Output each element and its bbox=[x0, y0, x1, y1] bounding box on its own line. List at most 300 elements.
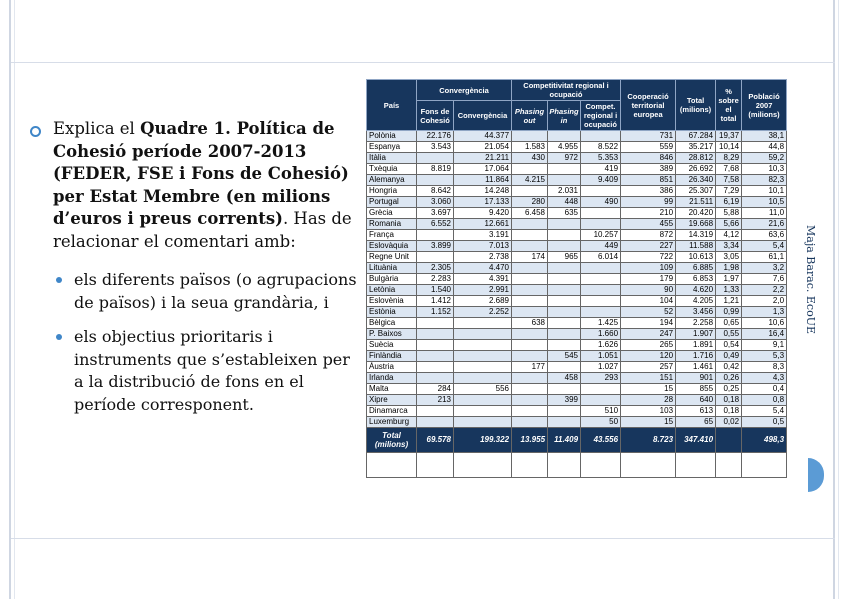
sub-bullet-list bbox=[30, 269, 360, 416]
value-cell: 872 bbox=[621, 230, 676, 241]
value-cell: 82,3 bbox=[742, 175, 787, 186]
value-cell: 0,99 bbox=[716, 307, 742, 318]
value-cell bbox=[581, 219, 621, 230]
value-cell: 731 bbox=[621, 131, 676, 142]
value-cell bbox=[512, 351, 548, 362]
value-cell: 10,6 bbox=[742, 318, 787, 329]
value-cell: 5,66 bbox=[716, 219, 742, 230]
table-row bbox=[367, 142, 787, 153]
country-cell: Àustria bbox=[367, 362, 417, 373]
value-cell: 265 bbox=[621, 340, 676, 351]
country-cell: Bulgària bbox=[367, 274, 417, 285]
value-cell: 38,1 bbox=[742, 131, 787, 142]
value-cell bbox=[548, 241, 581, 252]
value-cell bbox=[581, 285, 621, 296]
value-cell: 10,5 bbox=[742, 197, 787, 208]
value-cell: 5,3 bbox=[742, 351, 787, 362]
value-cell: 17.064 bbox=[454, 164, 512, 175]
country-cell: Hongria bbox=[367, 186, 417, 197]
country-cell: Eslovàquia bbox=[367, 241, 417, 252]
value-cell bbox=[512, 395, 548, 406]
value-cell: 194 bbox=[621, 318, 676, 329]
table-row bbox=[367, 318, 787, 329]
value-cell: 455 bbox=[621, 219, 676, 230]
value-cell bbox=[581, 395, 621, 406]
value-cell: 6,19 bbox=[716, 197, 742, 208]
value-cell: 3.191 bbox=[454, 230, 512, 241]
pct-row-label: % s/ total bbox=[367, 453, 417, 478]
frame-border-left-inner bbox=[14, 0, 15, 599]
value-cell bbox=[512, 186, 548, 197]
value-cell bbox=[512, 219, 548, 230]
value-cell: 11.864 bbox=[454, 175, 512, 186]
value-cell: 1,33 bbox=[716, 285, 742, 296]
value-cell: 6.853 bbox=[676, 274, 716, 285]
value-cell: 11,0 bbox=[742, 208, 787, 219]
value-cell: 419 bbox=[581, 164, 621, 175]
value-cell bbox=[454, 340, 512, 351]
value-cell: 3.697 bbox=[417, 208, 454, 219]
value-cell: 9.409 bbox=[581, 175, 621, 186]
country-cell: Espanya bbox=[367, 142, 417, 153]
sub-bullet-text: els objectius prioritaris i instruments que s’estableixen per a la distribució de fons en el període corresponent. bbox=[74, 327, 350, 414]
value-cell: 510 bbox=[581, 406, 621, 417]
value-cell bbox=[581, 186, 621, 197]
value-cell: 11.409 bbox=[548, 428, 581, 453]
value-cell bbox=[417, 406, 454, 417]
value-cell: 8,29 bbox=[716, 153, 742, 164]
value-cell: 722 bbox=[621, 252, 676, 263]
value-cell: 10,3 bbox=[742, 164, 787, 175]
table-row bbox=[367, 351, 787, 362]
value-cell: 3.899 bbox=[417, 241, 454, 252]
table-row bbox=[367, 274, 787, 285]
side-author-label: Maja Barac. EcoUE bbox=[804, 225, 817, 335]
frame-border-right bbox=[833, 0, 835, 599]
value-cell: 4.205 bbox=[676, 296, 716, 307]
value-cell: 28 bbox=[621, 395, 676, 406]
country-cell: Letònia bbox=[367, 285, 417, 296]
value-cell: 2,51 bbox=[621, 453, 676, 478]
value-cell: 50 bbox=[581, 417, 621, 428]
value-cell: 0,54 bbox=[716, 340, 742, 351]
value-cell: 280 bbox=[512, 197, 548, 208]
country-cell: Dinamarca bbox=[367, 406, 417, 417]
value-cell: 61,1 bbox=[742, 252, 787, 263]
value-cell: 14.319 bbox=[676, 230, 716, 241]
value-cell: 25.307 bbox=[676, 186, 716, 197]
value-cell: 69.578 bbox=[417, 428, 454, 453]
value-cell: 0,49 bbox=[716, 351, 742, 362]
value-cell bbox=[512, 164, 548, 175]
value-cell bbox=[512, 263, 548, 274]
value-cell bbox=[548, 307, 581, 318]
country-cell: Romania bbox=[367, 219, 417, 230]
value-cell: 17.133 bbox=[454, 197, 512, 208]
value-cell: 8.642 bbox=[417, 186, 454, 197]
value-cell bbox=[548, 329, 581, 340]
value-cell: 177 bbox=[512, 362, 548, 373]
value-cell: 5.353 bbox=[581, 153, 621, 164]
sub-bullet-item bbox=[56, 326, 360, 416]
value-cell bbox=[548, 230, 581, 241]
value-cell: 21.511 bbox=[676, 197, 716, 208]
table-row bbox=[367, 153, 787, 164]
value-cell bbox=[548, 318, 581, 329]
value-cell: 8.819 bbox=[417, 164, 454, 175]
value-cell: 16,4 bbox=[742, 329, 787, 340]
prompt-pre: Explica el bbox=[53, 119, 141, 138]
value-cell bbox=[548, 274, 581, 285]
value-cell: 52 bbox=[621, 307, 676, 318]
prompt-post: . Has de relacionar el comentari amb: bbox=[53, 209, 352, 251]
value-cell: 3,34 bbox=[716, 241, 742, 252]
header-competitivitat-group: Competitivitat regional i ocupació bbox=[512, 80, 621, 101]
value-cell: 3.543 bbox=[417, 142, 454, 153]
country-cell: Regne Unit bbox=[367, 252, 417, 263]
value-cell bbox=[512, 329, 548, 340]
value-cell: 227 bbox=[621, 241, 676, 252]
country-cell: Suècia bbox=[367, 340, 417, 351]
value-cell bbox=[742, 453, 787, 478]
value-cell: 100 bbox=[716, 453, 742, 478]
value-cell: 4.470 bbox=[454, 263, 512, 274]
country-cell: Eslovènia bbox=[367, 296, 417, 307]
value-cell: 448 bbox=[548, 197, 581, 208]
country-cell: Malta bbox=[367, 384, 417, 395]
value-cell: 458 bbox=[548, 373, 581, 384]
header-poblacio: Població 2007 (milions) bbox=[742, 80, 787, 131]
value-cell bbox=[548, 164, 581, 175]
dot-bullet-icon bbox=[56, 334, 62, 340]
value-cell: 15 bbox=[621, 417, 676, 428]
table-row bbox=[367, 395, 787, 406]
value-cell: 1.027 bbox=[581, 362, 621, 373]
header-compet-regional: Compet. regional i ocupació bbox=[581, 101, 621, 131]
value-cell: 638 bbox=[512, 318, 548, 329]
country-cell: França bbox=[367, 230, 417, 241]
country-cell: Portugal bbox=[367, 197, 417, 208]
value-cell: 4.391 bbox=[454, 274, 512, 285]
value-cell bbox=[548, 263, 581, 274]
value-cell bbox=[512, 131, 548, 142]
value-cell: 8.522 bbox=[581, 142, 621, 153]
value-cell: 5,88 bbox=[716, 208, 742, 219]
value-cell bbox=[512, 340, 548, 351]
bottom-rule bbox=[11, 538, 835, 539]
country-cell: Polònia bbox=[367, 131, 417, 142]
country-cell: Luxemburg bbox=[367, 417, 417, 428]
table-row bbox=[367, 362, 787, 373]
value-cell: 851 bbox=[621, 175, 676, 186]
value-cell: 6.458 bbox=[512, 208, 548, 219]
value-cell: 1,97 bbox=[716, 274, 742, 285]
table-row bbox=[367, 252, 787, 263]
value-cell: 12,54 bbox=[581, 453, 621, 478]
value-cell: 3.456 bbox=[676, 307, 716, 318]
value-cell: 4,12 bbox=[716, 230, 742, 241]
value-cell: 26.692 bbox=[676, 164, 716, 175]
value-cell: 57,37 bbox=[454, 453, 512, 478]
value-cell bbox=[548, 417, 581, 428]
value-cell bbox=[581, 307, 621, 318]
value-cell bbox=[548, 406, 581, 417]
value-cell: 1.907 bbox=[676, 329, 716, 340]
value-cell: 490 bbox=[581, 197, 621, 208]
value-cell: 4.215 bbox=[512, 175, 548, 186]
value-cell bbox=[417, 340, 454, 351]
value-cell: 2.305 bbox=[417, 263, 454, 274]
value-cell bbox=[454, 318, 512, 329]
value-cell: 5,4 bbox=[742, 406, 787, 417]
value-cell: 43.556 bbox=[581, 428, 621, 453]
header-pct-total: % sobre el total bbox=[716, 80, 742, 131]
value-cell: 1.051 bbox=[581, 351, 621, 362]
value-cell: 10,1 bbox=[742, 186, 787, 197]
table-row bbox=[367, 263, 787, 274]
table-row bbox=[367, 296, 787, 307]
value-cell: 2.738 bbox=[454, 252, 512, 263]
value-cell bbox=[417, 252, 454, 263]
value-cell: 3,05 bbox=[716, 252, 742, 263]
value-cell bbox=[512, 384, 548, 395]
value-cell: 1.716 bbox=[676, 351, 716, 362]
value-cell: 0,25 bbox=[716, 384, 742, 395]
slide-content bbox=[30, 118, 360, 428]
value-cell: 14.248 bbox=[454, 186, 512, 197]
value-cell: 559 bbox=[621, 142, 676, 153]
value-cell bbox=[454, 329, 512, 340]
value-cell: 0,18 bbox=[716, 406, 742, 417]
frame-border-right-inner bbox=[838, 0, 839, 599]
value-cell: 2.991 bbox=[454, 285, 512, 296]
table-row bbox=[367, 230, 787, 241]
header-cooperacio: Cooperació territorial europea bbox=[621, 80, 676, 131]
value-cell: 5,4 bbox=[742, 241, 787, 252]
value-cell bbox=[512, 274, 548, 285]
value-cell: 0,65 bbox=[716, 318, 742, 329]
ring-bullet-icon bbox=[30, 126, 41, 137]
value-cell: 12.661 bbox=[454, 219, 512, 230]
table-row bbox=[367, 417, 787, 428]
value-cell: 1.425 bbox=[581, 318, 621, 329]
table-row bbox=[367, 164, 787, 175]
value-cell: 199.322 bbox=[454, 428, 512, 453]
value-cell: 109 bbox=[621, 263, 676, 274]
value-cell: 7.013 bbox=[454, 241, 512, 252]
value-cell bbox=[581, 274, 621, 285]
value-cell: 104 bbox=[621, 296, 676, 307]
value-cell: 2,2 bbox=[742, 285, 787, 296]
value-cell: 6.014 bbox=[581, 252, 621, 263]
value-cell: 9.420 bbox=[454, 208, 512, 219]
value-cell: 15 bbox=[621, 384, 676, 395]
value-cell: 44,8 bbox=[742, 142, 787, 153]
value-cell: 13.955 bbox=[512, 428, 548, 453]
value-cell bbox=[512, 406, 548, 417]
country-cell: Itàlia bbox=[367, 153, 417, 164]
value-cell: 640 bbox=[676, 395, 716, 406]
value-cell bbox=[454, 406, 512, 417]
main-bullet bbox=[30, 118, 360, 253]
value-cell bbox=[581, 208, 621, 219]
table-row bbox=[367, 241, 787, 252]
value-cell: 2.252 bbox=[454, 307, 512, 318]
total-row-label: Total (milions) bbox=[367, 428, 417, 453]
value-cell bbox=[512, 230, 548, 241]
table-row bbox=[367, 406, 787, 417]
value-cell: 901 bbox=[676, 373, 716, 384]
value-cell: 430 bbox=[512, 153, 548, 164]
value-cell bbox=[548, 285, 581, 296]
value-cell: 4,02 bbox=[512, 453, 548, 478]
value-cell: 22.176 bbox=[417, 131, 454, 142]
value-cell: 545 bbox=[548, 351, 581, 362]
value-cell: 0,5 bbox=[742, 417, 787, 428]
cohesion-policy-table bbox=[366, 79, 786, 478]
frame-border-left bbox=[9, 0, 11, 599]
table-row bbox=[367, 285, 787, 296]
value-cell: 179 bbox=[621, 274, 676, 285]
value-cell: 8.723 bbox=[621, 428, 676, 453]
value-cell: 1.412 bbox=[417, 296, 454, 307]
value-cell: 3,28 bbox=[548, 453, 581, 478]
value-cell: 2.283 bbox=[417, 274, 454, 285]
value-cell bbox=[548, 131, 581, 142]
value-cell: 21.054 bbox=[454, 142, 512, 153]
table-row bbox=[367, 197, 787, 208]
value-cell bbox=[454, 351, 512, 362]
table-row bbox=[367, 373, 787, 384]
country-cell: Irlanda bbox=[367, 373, 417, 384]
value-cell bbox=[581, 384, 621, 395]
value-cell: 0,26 bbox=[716, 373, 742, 384]
value-cell: 0,42 bbox=[716, 362, 742, 373]
value-cell: 7,29 bbox=[716, 186, 742, 197]
value-cell bbox=[548, 384, 581, 395]
value-cell: 1.660 bbox=[581, 329, 621, 340]
value-cell: 8,3 bbox=[742, 362, 787, 373]
value-cell: 9,1 bbox=[742, 340, 787, 351]
value-cell: 1,3 bbox=[742, 307, 787, 318]
value-cell: 10,14 bbox=[716, 142, 742, 153]
header-phasing-in: Phasing in bbox=[548, 101, 581, 131]
value-cell: 7,58 bbox=[716, 175, 742, 186]
value-cell: 4,3 bbox=[742, 373, 787, 384]
country-cell: Txèquia bbox=[367, 164, 417, 175]
value-cell bbox=[548, 296, 581, 307]
value-cell: 389 bbox=[621, 164, 676, 175]
value-cell: 293 bbox=[581, 373, 621, 384]
value-cell: 399 bbox=[548, 395, 581, 406]
value-cell: 0,4 bbox=[742, 384, 787, 395]
value-cell: 965 bbox=[548, 252, 581, 263]
value-cell: 90 bbox=[621, 285, 676, 296]
country-cell: P. Baixos bbox=[367, 329, 417, 340]
value-cell bbox=[716, 428, 742, 453]
table-row bbox=[367, 219, 787, 230]
value-cell bbox=[512, 373, 548, 384]
value-cell bbox=[417, 373, 454, 384]
value-cell bbox=[581, 296, 621, 307]
value-cell: 213 bbox=[417, 395, 454, 406]
value-cell bbox=[417, 362, 454, 373]
value-cell bbox=[454, 417, 512, 428]
value-cell: 65 bbox=[676, 417, 716, 428]
prompt-text bbox=[53, 118, 360, 253]
value-cell: 0,8 bbox=[742, 395, 787, 406]
value-cell: 63,6 bbox=[742, 230, 787, 241]
value-cell: 0,18 bbox=[716, 395, 742, 406]
value-cell bbox=[548, 175, 581, 186]
value-cell: 556 bbox=[454, 384, 512, 395]
dot-bullet-icon bbox=[56, 277, 62, 283]
value-cell: 1,21 bbox=[716, 296, 742, 307]
pct-row bbox=[367, 453, 787, 478]
value-cell: 846 bbox=[621, 153, 676, 164]
value-cell: 3,2 bbox=[742, 263, 787, 274]
value-cell bbox=[417, 230, 454, 241]
value-cell: 1.583 bbox=[512, 142, 548, 153]
table-row bbox=[367, 340, 787, 351]
value-cell: 100 bbox=[676, 453, 716, 478]
top-rule bbox=[11, 62, 835, 63]
value-cell: 20.420 bbox=[676, 208, 716, 219]
country-cell: Lituània bbox=[367, 263, 417, 274]
table-row bbox=[367, 175, 787, 186]
table-row bbox=[367, 307, 787, 318]
value-cell: 635 bbox=[548, 208, 581, 219]
value-cell: 284 bbox=[417, 384, 454, 395]
value-cell bbox=[454, 395, 512, 406]
value-cell: 449 bbox=[581, 241, 621, 252]
sub-bullet-item bbox=[56, 269, 360, 314]
value-cell bbox=[417, 329, 454, 340]
value-cell bbox=[548, 340, 581, 351]
value-cell: 35.217 bbox=[676, 142, 716, 153]
value-cell: 59,2 bbox=[742, 153, 787, 164]
country-cell: Finlàndia bbox=[367, 351, 417, 362]
value-cell: 6.885 bbox=[676, 263, 716, 274]
table-row bbox=[367, 329, 787, 340]
value-cell bbox=[512, 417, 548, 428]
value-cell: 21,6 bbox=[742, 219, 787, 230]
value-cell: 174 bbox=[512, 252, 548, 263]
value-cell bbox=[454, 362, 512, 373]
value-cell: 6.552 bbox=[417, 219, 454, 230]
value-cell bbox=[548, 219, 581, 230]
value-cell: 4.620 bbox=[676, 285, 716, 296]
value-cell bbox=[512, 307, 548, 318]
header-fons-cohesio: Fons de Cohesió bbox=[417, 101, 454, 131]
value-cell: 247 bbox=[621, 329, 676, 340]
value-cell: 855 bbox=[676, 384, 716, 395]
value-cell: 0,02 bbox=[716, 417, 742, 428]
value-cell: 2.258 bbox=[676, 318, 716, 329]
value-cell bbox=[581, 263, 621, 274]
value-cell bbox=[417, 153, 454, 164]
value-cell: 120 bbox=[621, 351, 676, 362]
value-cell: 1.891 bbox=[676, 340, 716, 351]
value-cell: 44.377 bbox=[454, 131, 512, 142]
value-cell: 1,98 bbox=[716, 263, 742, 274]
value-cell bbox=[454, 373, 512, 384]
value-cell bbox=[512, 285, 548, 296]
header-convergencia: Convergència bbox=[454, 101, 512, 131]
value-cell: 2.031 bbox=[548, 186, 581, 197]
value-cell: 257 bbox=[621, 362, 676, 373]
country-cell: Xipre bbox=[367, 395, 417, 406]
